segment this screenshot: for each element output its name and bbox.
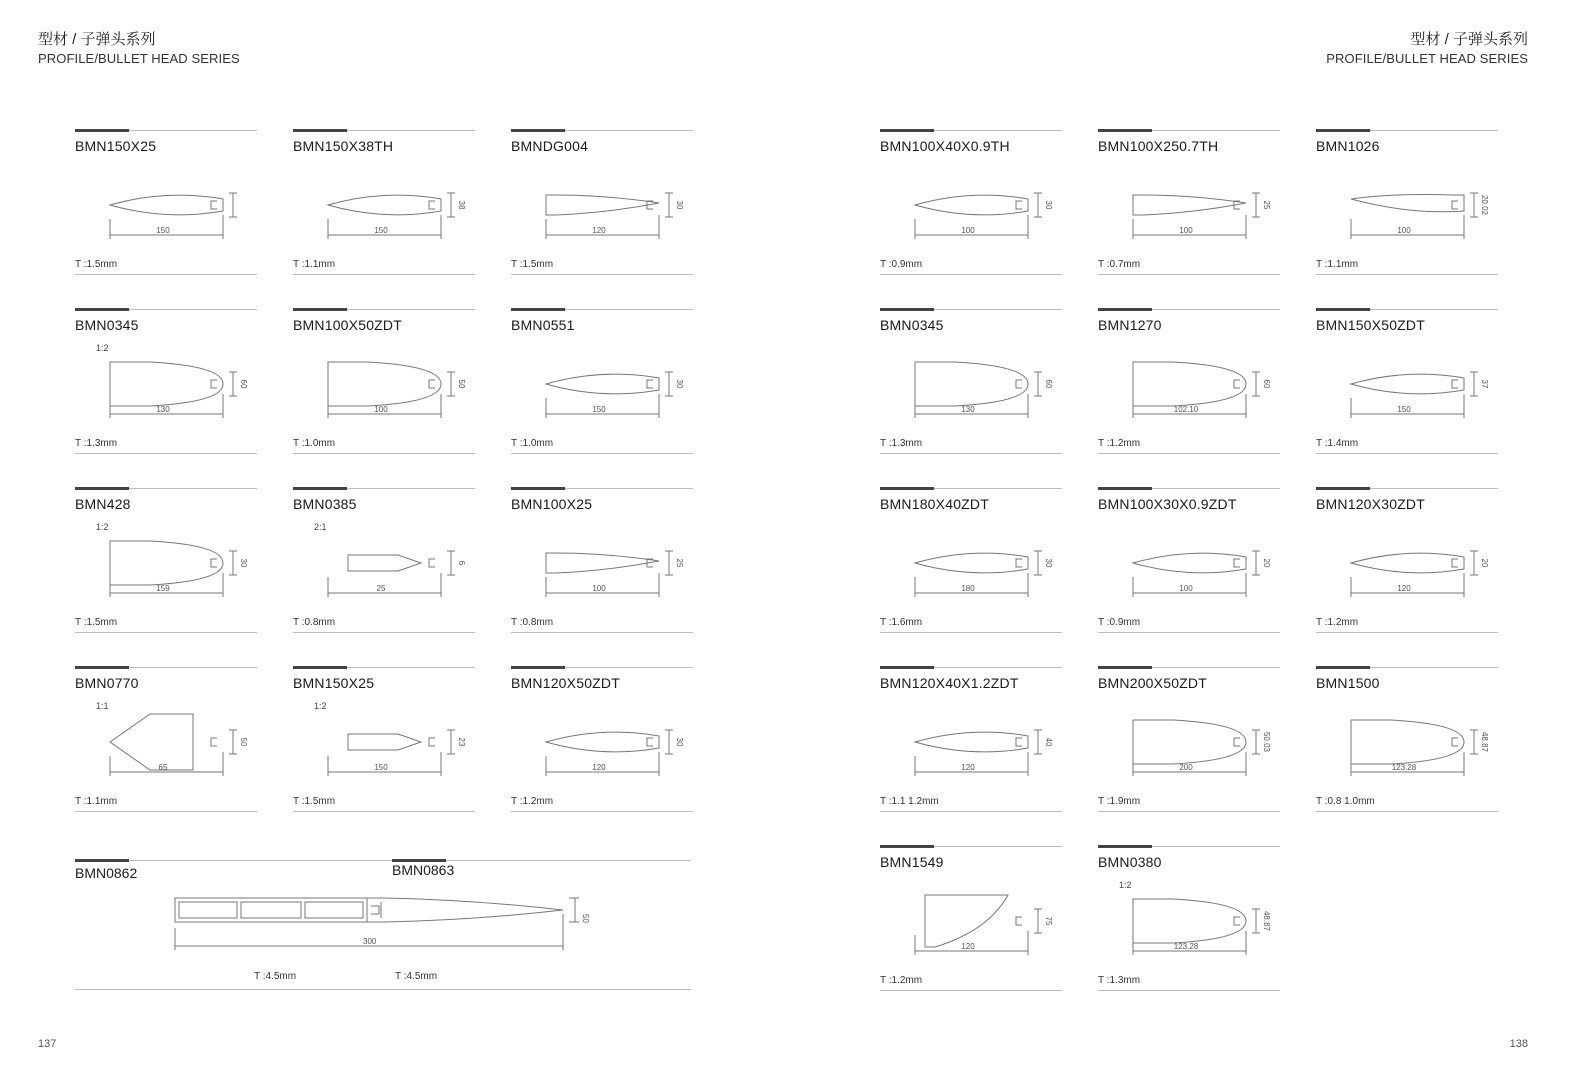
card-bottom-rule (75, 632, 257, 633)
dimension-width: 150 (156, 226, 170, 235)
profile-drawing (1316, 707, 1498, 793)
card-bottom-rule (880, 274, 1062, 275)
dimension-height: 20 (1262, 558, 1271, 568)
dimension-width: 102.10 (1173, 405, 1199, 414)
profile-card (880, 846, 1062, 991)
profile-thickness: T :1.3mm (880, 438, 923, 449)
card-accent-bar (1098, 666, 1152, 669)
profile-drawing (880, 707, 1062, 793)
dimension-height: 50.03 (1262, 731, 1271, 753)
profile-drawing (880, 170, 1062, 256)
profile-thickness: T :1.5mm (293, 796, 336, 807)
profile-thickness: T :1.3mm (75, 438, 118, 449)
profile-thickness: T :1.0mm (511, 438, 554, 449)
card-accent-bar (75, 129, 129, 132)
card-top-rule (75, 860, 691, 861)
dimension-height: 23 (457, 737, 466, 747)
dimension-width: 130 (156, 405, 170, 414)
profile-drawing (75, 707, 257, 793)
card-bottom-rule (1316, 632, 1498, 633)
profile-card (75, 667, 257, 812)
profile-scale: 1:2 (1119, 880, 1132, 890)
dimension-width: 100 (1179, 226, 1193, 235)
profile-code: BMN428 (75, 496, 131, 512)
profile-drawing (880, 528, 1062, 614)
card-accent-bar (880, 666, 934, 669)
profile-code: BMN0862 (75, 865, 138, 881)
profile-drawing (1098, 349, 1280, 435)
profile-drawing (1098, 886, 1280, 972)
profile-card (1098, 667, 1280, 812)
profile-scale: 1:1 (96, 701, 109, 711)
profile-card (1098, 130, 1280, 275)
right-header-cn: 型材 / 子弹头系列 (1410, 31, 1528, 48)
card-accent-bar (511, 666, 565, 669)
dimension-height: 30 (675, 200, 684, 210)
card-bottom-rule (1098, 811, 1280, 812)
card-accent-bar (880, 487, 934, 490)
left-header-en: PROFILE/BULLET HEAD SERIES (38, 51, 240, 66)
profile-thickness: T :1.0mm (293, 438, 336, 449)
profile-code: BMN0770 (75, 675, 139, 691)
dimension-height: 75 (1044, 916, 1053, 926)
right-header-en: PROFILE/BULLET HEAD SERIES (1326, 51, 1528, 66)
dimension-width: 120 (592, 226, 606, 235)
dimension-width: 150 (374, 226, 388, 235)
profile-scale: 1:2 (314, 701, 327, 711)
profile-code: BMN120X40X1.2ZDT (880, 675, 1019, 691)
dimension-height: 37 (1480, 379, 1489, 389)
card-accent-bar (880, 845, 934, 848)
card-accent-bar (511, 129, 565, 132)
profile-drawing (1098, 170, 1280, 256)
profile-code: BMN150X25 (75, 138, 157, 154)
dimension-width: 123.28 (1173, 942, 1199, 951)
card-accent-bar (1316, 308, 1370, 311)
dimension-height: 48.87 (1262, 910, 1271, 932)
profile-code: BMN120X30ZDT (1316, 496, 1425, 512)
profile-thickness: T :1.9mm (1098, 796, 1141, 807)
profile-card (880, 130, 1062, 275)
dimension-width: 123.28 (1391, 763, 1417, 772)
card-accent-bar (75, 487, 129, 490)
profile-drawing (1098, 528, 1280, 614)
dimension-height: 20.02 (1480, 194, 1489, 216)
dimension-height: 40 (1044, 737, 1053, 747)
profile-code: BMN150X38TH (293, 138, 394, 154)
dimension-width: 120 (961, 942, 975, 951)
dimension-width: 65 (158, 763, 168, 772)
dimension-width: 150 (592, 405, 606, 414)
dimension-height: 30 (239, 558, 248, 568)
card-bottom-rule (511, 274, 693, 275)
card-bottom-rule (511, 453, 693, 454)
profile-code: BMN0385 (293, 496, 357, 512)
card-bottom-rule (511, 632, 693, 633)
profile-card (1316, 309, 1498, 454)
profile-code: BMN1549 (880, 854, 944, 870)
profile-code: BMN100X30X0.9ZDT (1098, 496, 1237, 512)
profile-drawing (880, 349, 1062, 435)
card-accent-bar (293, 129, 347, 132)
profile-code: BMN0551 (511, 317, 575, 333)
dimension-height: 30 (1044, 200, 1053, 210)
profile-card (293, 309, 475, 454)
profile-card (1098, 488, 1280, 633)
card-accent-bar (75, 666, 129, 669)
dimension-width: 120 (961, 763, 975, 772)
profile-thickness: T :0.7mm (1098, 259, 1141, 270)
card-accent-bar (1098, 308, 1152, 311)
card-bottom-rule (293, 811, 475, 812)
profile-thickness: T :1.1 1.2mm (880, 796, 939, 807)
dimension-width: 100 (374, 405, 388, 414)
dimension-width: 150 (374, 763, 388, 772)
profile-code: BMN1500 (1316, 675, 1380, 691)
profile-code: BMN0863 (392, 862, 455, 878)
card-accent-bar (293, 666, 347, 669)
profile-drawing (1316, 170, 1498, 256)
dimension-width: 100 (1397, 226, 1411, 235)
page-number-right: 138 (1509, 1038, 1528, 1050)
profile-drawing (511, 528, 693, 614)
card-bottom-rule (880, 632, 1062, 633)
profile-card (75, 130, 257, 275)
card-bottom-rule (1316, 811, 1498, 812)
profile-scale: 2:1 (314, 522, 327, 532)
profile-code: BMN100X50ZDT (293, 317, 402, 333)
card-accent-bar (293, 308, 347, 311)
dimension-width: 159 (156, 584, 170, 593)
dimension-height: 50 (457, 379, 466, 389)
profile-thickness: T :1.5mm (75, 617, 118, 628)
profile-thickness: T :0.8mm (511, 617, 554, 628)
profile-card (880, 667, 1062, 812)
dimension-width: 100 (1179, 584, 1193, 593)
profile-code: BMN0380 (1098, 854, 1162, 870)
profile-code: BMN150X50ZDT (1316, 317, 1425, 333)
card-accent-bar (1098, 845, 1152, 848)
profile-drawing (1316, 349, 1498, 435)
dimension-height: 60 (239, 379, 248, 389)
card-bottom-rule (1098, 632, 1280, 633)
dimension-height: 25 (675, 558, 684, 568)
profile-card (511, 309, 693, 454)
profile-card (880, 309, 1062, 454)
dimension-width: 100 (961, 226, 975, 235)
profile-thickness: T :1.3mm (1098, 975, 1141, 986)
profile-drawing (293, 170, 475, 256)
dimension-height: 48.87 (1480, 731, 1489, 753)
profile-code: BMN100X40X0.9TH (880, 138, 1010, 154)
left-page-header (38, 30, 240, 68)
profile-thickness: T :1.1mm (293, 259, 336, 270)
card-accent-bar (511, 308, 565, 311)
card-bottom-rule (293, 632, 475, 633)
profile-scale: 1:2 (96, 343, 109, 353)
card-bottom-rule (1098, 990, 1280, 991)
card-bottom-rule (1098, 453, 1280, 454)
profile-scale: 1:2 (96, 522, 109, 532)
card-bottom-rule (880, 990, 1062, 991)
profile-thickness: T :1.6mm (880, 617, 923, 628)
dimension-height: 6 (457, 560, 466, 566)
profile-thickness: T :0.8mm (293, 617, 336, 628)
dimension-width: 120 (1397, 584, 1411, 593)
page-number-left: 137 (38, 1038, 57, 1050)
dimension-width: 150 (1397, 405, 1411, 414)
card-bottom-rule (511, 811, 693, 812)
dimension-height: 30 (675, 379, 684, 389)
profile-code: BMN100X25 (511, 496, 593, 512)
profile-card (1098, 309, 1280, 454)
dimension-width: 300 (363, 937, 377, 946)
profile-card (75, 309, 257, 454)
profile-card (1316, 130, 1498, 275)
card-bottom-rule (1098, 274, 1280, 275)
dimension-width: 130 (961, 405, 975, 414)
profile-thickness: T :1.1mm (1316, 259, 1359, 270)
profile-thickness: T :4.5mm (254, 971, 297, 982)
dimension-height: 20 (1480, 558, 1489, 568)
profile-drawing (511, 170, 693, 256)
profile-thickness: T :0.9mm (1098, 617, 1141, 628)
profile-thickness: T :4.5mm (395, 971, 438, 982)
card-accent-bar (75, 308, 129, 311)
dimension-height: 60 (1044, 379, 1053, 389)
card-accent-bar (1316, 487, 1370, 490)
card-accent-bar (293, 487, 347, 490)
profile-thickness: T :1.2mm (880, 975, 923, 986)
card-bottom-rule (880, 811, 1062, 812)
card-bottom-rule (75, 453, 257, 454)
dimension-height: 60 (1262, 379, 1271, 389)
profile-drawing (293, 707, 475, 793)
card-bottom-rule (75, 811, 257, 812)
profile-drawing (293, 528, 475, 614)
profile-card (1316, 488, 1498, 633)
card-accent-bar (1316, 129, 1370, 132)
profile-code: BMN1026 (1316, 138, 1380, 154)
card-accent-bar (880, 308, 934, 311)
profile-thickness: T :1.5mm (75, 259, 118, 270)
profile-thickness: T :1.2mm (511, 796, 554, 807)
card-bottom-rule (75, 274, 257, 275)
card-accent-bar (1316, 666, 1370, 669)
dimension-height: 30 (675, 737, 684, 747)
profile-code: BMN0345 (880, 317, 944, 333)
card-bottom-rule (293, 453, 475, 454)
profile-drawing (511, 707, 693, 793)
profile-card (293, 667, 475, 812)
card-bottom-rule (75, 989, 691, 990)
profile-card (293, 130, 475, 275)
profile-drawing (1316, 528, 1498, 614)
card-bottom-rule (1316, 453, 1498, 454)
card-accent-bar (1098, 129, 1152, 132)
profile-drawing (511, 349, 693, 435)
profile-thickness: T :0.9mm (880, 259, 923, 270)
profile-card (293, 488, 475, 633)
dimension-width: 200 (1179, 763, 1193, 772)
card-accent-bar (75, 859, 129, 862)
profile-thickness: T :1.2mm (1316, 617, 1359, 628)
profile-card (511, 488, 693, 633)
profile-card (1098, 846, 1280, 991)
profile-code: BMN150X25 (293, 675, 375, 691)
profile-thickness: T :0.8 1.0mm (1316, 796, 1375, 807)
dimension-height: 38 (457, 200, 466, 210)
card-accent-bar (1098, 487, 1152, 490)
profile-drawing (75, 528, 257, 614)
profile-thickness: T :1.5mm (511, 259, 554, 270)
dimension-height: 30 (1044, 558, 1053, 568)
profile-thickness: T :1.2mm (1098, 438, 1141, 449)
profile-code: BMN200X50ZDT (1098, 675, 1207, 691)
dimension-height: 50 (581, 914, 590, 923)
dimension-height: 25 (1262, 200, 1271, 210)
profile-drawing (1098, 707, 1280, 793)
profile-code: BMN0345 (75, 317, 139, 333)
left-header-cn: 型材 / 子弹头系列 (38, 31, 156, 48)
profile-code: BMN120X50ZDT (511, 675, 620, 691)
right-page-header (1326, 30, 1528, 68)
profile-thickness: T :1.1mm (75, 796, 118, 807)
profile-drawing (880, 886, 1062, 972)
dimension-width: 100 (592, 584, 606, 593)
dimension-height: 50 (239, 737, 248, 747)
profile-drawing (75, 888, 691, 988)
profile-drawing (293, 349, 475, 435)
profile-drawing (75, 349, 257, 435)
card-bottom-rule (293, 274, 475, 275)
profile-thickness: T :1.4mm (1316, 438, 1359, 449)
profile-card-bmn0862-0863 (75, 860, 691, 992)
card-bottom-rule (1316, 274, 1498, 275)
dimension-width: 25 (376, 584, 386, 593)
profile-code: BMN180X40ZDT (880, 496, 989, 512)
dimension-width: 180 (961, 584, 975, 593)
profile-code: BMN1270 (1098, 317, 1162, 333)
profile-card (880, 488, 1062, 633)
profile-code: BMNDG004 (511, 138, 589, 154)
profile-card (511, 130, 693, 275)
profile-card (75, 488, 257, 633)
profile-code: BMN100X250.7TH (1098, 138, 1219, 154)
profile-drawing (75, 170, 257, 256)
card-bottom-rule (880, 453, 1062, 454)
dimension-width: 120 (592, 763, 606, 772)
profile-card (511, 667, 693, 812)
card-accent-bar (511, 487, 565, 490)
card-accent-bar (880, 129, 934, 132)
profile-card (1316, 667, 1498, 812)
